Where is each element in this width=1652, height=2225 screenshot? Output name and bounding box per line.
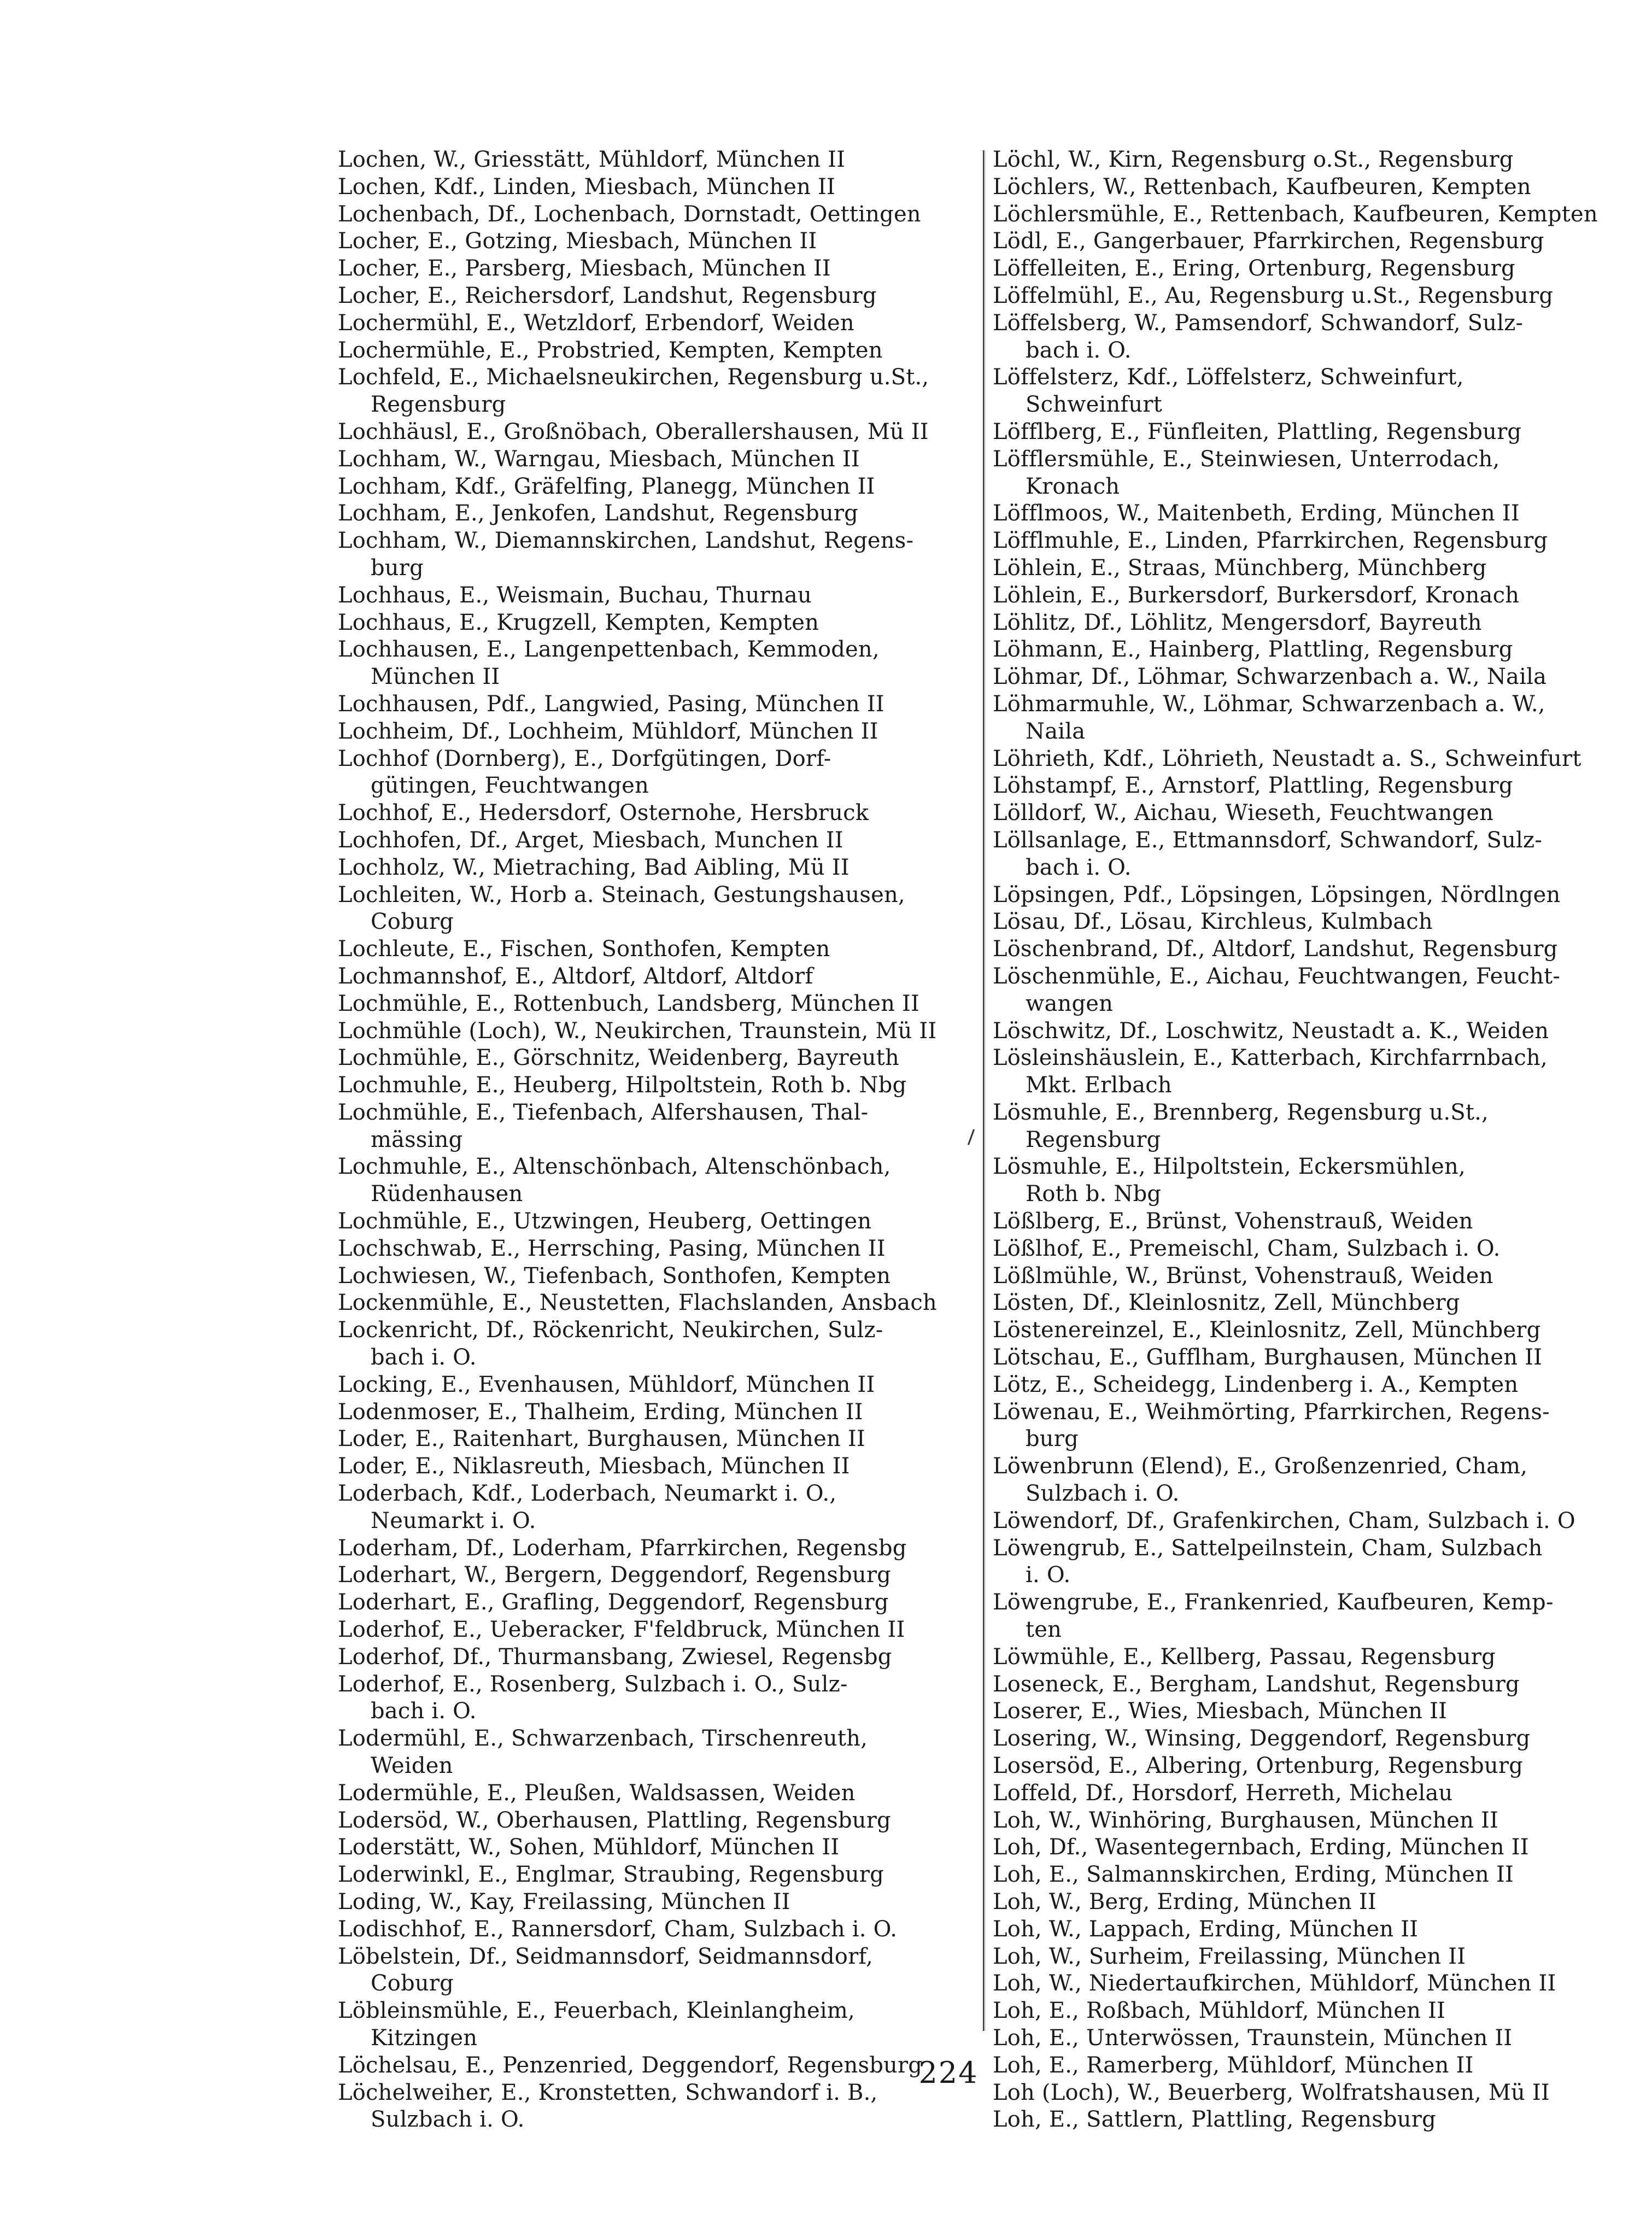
gazetteer-entry xyxy=(993,1372,1638,1399)
gazetteer-entry xyxy=(338,473,972,501)
entry-line: Löllsanlage, E., Ettmannsdorf, Schwandorf, Sulz- xyxy=(993,827,1543,853)
gazetteer-entry xyxy=(338,255,972,283)
entry-line: Löhstampf, E., Arnstorf, Plattling, Regensburg xyxy=(993,773,1513,799)
entry-line: Löchlers, W., Rettenbach, Kaufbeuren, Kempten xyxy=(993,174,1531,200)
entry-line: Lösau, Df., Lösau, Kirchleus, Kulmbach xyxy=(993,909,1433,935)
gazetteer-entry xyxy=(338,1453,972,1480)
entry-continuation-line: burg xyxy=(1026,1426,1079,1452)
entry-line: Loh, E., Sattlern, Plattling, Regensburg xyxy=(993,2107,1436,2133)
entry-line: Loh, W., Lappach, Erding, München II xyxy=(993,1916,1419,1942)
entry-line: Locher, E., Parsberg, Miesbach, München II xyxy=(338,256,831,282)
gazetteer-entry xyxy=(993,500,1638,528)
gazetteer-entry xyxy=(993,1861,1638,1889)
gazetteer-entry xyxy=(993,2106,1638,2134)
gazetteer-entry xyxy=(338,1018,972,1045)
page-number: 224 xyxy=(918,2056,979,2090)
gazetteer-entry xyxy=(338,500,972,528)
entry-line: Löfflmuhle, E., Linden, Pfarrkirchen, Regensburg xyxy=(993,528,1548,554)
gazetteer-entry xyxy=(338,228,972,255)
entry-line: Lötz, E., Scheidegg, Lindenberg i. A., Kempten xyxy=(993,1372,1519,1397)
entry-line: Loh, E., Unterwössen, Traunstein, München II xyxy=(993,2025,1513,2051)
entry-continuation-line: Roth b. Nbg xyxy=(1026,1181,1162,1207)
entry-line: Löpsingen, Pdf., Löpsingen, Löpsingen, Nördlngen xyxy=(993,882,1561,907)
entry-line: Lodermühle, E., Pleußen, Waldsassen, Weiden xyxy=(338,1780,856,1806)
gazetteer-entry xyxy=(993,1943,1638,1971)
entry-line: Loh, E., Roßbach, Mühldorf, München II xyxy=(993,1998,1446,2024)
entry-line: Löchelweiher, E., Kronstetten, Schwandorf i. B., xyxy=(338,2080,878,2105)
entry-line: Lochmannshof, E., Altdorf, Altdorf, Altdorf xyxy=(338,963,813,989)
gazetteer-entry xyxy=(993,1535,1638,1590)
entry-continuation-line: Kronach xyxy=(1026,473,1120,499)
entry-line: Lösmuhle, E., Hilpoltstein, Eckersmühlen, xyxy=(993,1154,1466,1180)
gazetteer-entry xyxy=(338,1290,972,1317)
gazetteer-entry xyxy=(338,718,972,746)
gazetteer-entry xyxy=(338,1154,972,1208)
entry-continuation-line: wangen xyxy=(1026,991,1114,1016)
entry-line: Löschenmühle, E., Aichau, Feuchtwangen, Feucht- xyxy=(993,963,1561,989)
entry-line: Loderwinkl, E., Englmar, Straubing, Regensburg xyxy=(338,1862,884,1888)
entry-line: Lötschau, E., Gufflham, Burghausen, München II xyxy=(993,1345,1543,1371)
entry-line: Löfflberg, E., Fünfleiten, Plattling, Regensburg xyxy=(993,419,1522,444)
gazetteer-entry xyxy=(338,610,972,637)
entry-line: Löhmann, E., Hainberg, Plattling, Regensburg xyxy=(993,637,1513,663)
entry-line: Löchelsau, E., Penzenried, Deggendorf, Regensburg xyxy=(338,2052,923,2078)
gazetteer-entry xyxy=(993,1753,1638,1780)
entry-line: Lochmuhle, E., Heuberg, Hilpoltstein, Roth b. Nbg xyxy=(338,1073,907,1098)
gazetteer-entry xyxy=(338,1916,972,1943)
gazetteer-entry xyxy=(338,882,972,936)
entry-line: Lochhof (Dornberg), E., Dorfgütingen, Dorf- xyxy=(338,746,831,771)
gazetteer-entry xyxy=(993,1263,1638,1290)
entry-line: Loderhof, Df., Thurmansbang, Zwiesel, Regensbg xyxy=(338,1644,892,1670)
entry-continuation-line: Neumarkt i. O. xyxy=(371,1508,536,1533)
gazetteer-entry xyxy=(993,1045,1638,1099)
gazetteer-entry xyxy=(993,419,1638,446)
gazetteer-entry xyxy=(338,1426,972,1453)
entry-line: Lochschwab, E., Herrsching, Pasing, München II xyxy=(338,1236,886,1261)
entry-line: Lochhäusl, E., Großnöbach, Oberallershausen, Mü II xyxy=(338,419,929,444)
entry-line: Lochham, W., Diemannskirchen, Landshut, Regens- xyxy=(338,528,914,554)
entry-continuation-line: München II xyxy=(371,664,500,690)
entry-line: Lochermühl, E., Wetzldorf, Erbendorf, Weiden xyxy=(338,310,854,336)
gazetteer-entry xyxy=(993,201,1638,229)
entry-line: Lochleute, E., Fischen, Sonthofen, Kempten xyxy=(338,936,830,962)
gazetteer-entry xyxy=(338,746,972,800)
gazetteer-entry xyxy=(993,963,1638,1018)
gazetteer-entry xyxy=(338,936,972,963)
entry-line: Löwendorf, Df., Grafenkirchen, Cham, Sulzbach i. O xyxy=(993,1508,1575,1533)
entry-continuation-line: Weiden xyxy=(371,1753,453,1779)
entry-line: Löhlein, E., Straas, Münchberg, Münchberg xyxy=(993,555,1487,581)
entry-line: Löhmar, Df., Löhmar, Schwarzenbach a. W., Naila xyxy=(993,664,1547,690)
entry-line: Loder, E., Raitenhart, Burghausen, München II xyxy=(338,1426,865,1452)
gazetteer-entry xyxy=(338,1263,972,1290)
gazetteer-entry xyxy=(338,1998,972,2052)
entry-line: Loh, W., Surheim, Freilassing, München II xyxy=(993,1943,1466,1969)
gazetteer-entry xyxy=(993,255,1638,283)
entry-line: Loh, E., Ramerberg, Mühldorf, München II xyxy=(993,2052,1474,2078)
entry-continuation-line: bach i. O. xyxy=(371,1699,477,1724)
entry-continuation-line: bach i. O. xyxy=(1026,854,1132,880)
gazetteer-entry xyxy=(993,909,1638,936)
gazetteer-entry xyxy=(993,1208,1638,1236)
gazetteer-entry xyxy=(338,1372,972,1399)
gazetteer-entry xyxy=(338,1889,972,1916)
entry-continuation-line: ten xyxy=(1026,1617,1062,1643)
gazetteer-entry xyxy=(993,1970,1638,1998)
entry-line: Lockenricht, Df., Röckenricht, Neukirchen, Sulz- xyxy=(338,1318,883,1343)
entry-line: Lochenbach, Df., Lochenbach, Dornstadt, Oettingen xyxy=(338,201,921,227)
gazetteer-entry xyxy=(338,310,972,337)
entry-line: Lockenmühle, E., Neustetten, Flachslanden, Ansbach xyxy=(338,1290,937,1316)
entry-line: Löfflersmühle, E., Steinwiesen, Unterrodach, xyxy=(993,446,1500,472)
gazetteer-entry xyxy=(993,772,1638,800)
gazetteer-entry xyxy=(993,1154,1638,1208)
gazetteer-entry xyxy=(993,283,1638,310)
gazetteer-entry xyxy=(993,1916,1638,1943)
entry-line: Lodersöd, W., Oberhausen, Plattling, Regensburg xyxy=(338,1807,891,1833)
gazetteer-entry xyxy=(993,664,1638,691)
entry-continuation-line: Schweinfurt xyxy=(1026,392,1162,418)
gazetteer-entry xyxy=(338,174,972,201)
entry-line: Lochheim, Df., Lochheim, Mühldorf, München II xyxy=(338,718,878,744)
entry-continuation-line: Kitzingen xyxy=(371,2025,478,2051)
entry-line: Loderhart, E., Grafling, Deggendorf, Regensburg xyxy=(338,1590,889,1615)
entry-line: Lösmuhle, E., Brennberg, Regensburg u.St., xyxy=(993,1099,1489,1125)
entry-line: Löwenbrunn (Elend), E., Großenzenried, Cham, xyxy=(993,1454,1528,1479)
entry-line: Lößlberg, E., Brünst, Vohenstrauß, Weiden xyxy=(993,1209,1473,1234)
gazetteer-entry xyxy=(338,1208,972,1236)
entry-line: Lölldorf, W., Aichau, Wieseth, Feuchtwangen xyxy=(993,800,1494,826)
entry-line: Lochham, E., Jenkofen, Landshut, Regensburg xyxy=(338,501,858,526)
entry-line: Lochmühle (Loch), W., Neukirchen, Traunstein, Mü II xyxy=(338,1018,937,1044)
gazetteer-entry xyxy=(993,636,1638,664)
entry-line: Lochmühle, E., Rottenbuch, Landsberg, München II xyxy=(338,991,919,1016)
gazetteer-entry xyxy=(338,1236,972,1263)
gazetteer-entry xyxy=(993,174,1638,201)
entry-line: Lößlmühle, W., Brünst, Vohenstrauß, Weiden xyxy=(993,1263,1493,1289)
entry-line: Loderbach, Kdf., Loderbach, Neumarkt i. O., xyxy=(338,1481,837,1507)
entry-line: Lochhofen, Df., Arget, Miesbach, Munchen II xyxy=(338,827,843,853)
gazetteer-entry xyxy=(338,1562,972,1589)
entry-line: Lochmühle, E., Görschnitz, Weidenberg, Bayreuth xyxy=(338,1045,899,1071)
entry-line: Loderhart, W., Bergern, Deggendorf, Regensburg xyxy=(338,1562,891,1588)
entry-line: Lochhausen, Pdf., Langwied, Pasing, München II xyxy=(338,691,884,717)
entry-continuation-line: i. O. xyxy=(1026,1562,1071,1588)
entry-line: Lodischhof, E., Rannersdorf, Cham, Sulzbach i. O. xyxy=(338,1916,898,1942)
entry-line: Lochham, W., Warngau, Miesbach, München II xyxy=(338,446,860,472)
entry-line: Löfflmoos, W., Maitenbeth, Erding, München II xyxy=(993,501,1520,526)
gazetteer-entry xyxy=(338,1399,972,1426)
gazetteer-entry xyxy=(338,528,972,582)
entry-line: Lochfeld, E., Michaelsneukirchen, Regensburg u.St., xyxy=(338,365,929,390)
gazetteer-entry xyxy=(993,610,1638,637)
entry-line: Lodenmoser, E., Thalheim, Erding, München II xyxy=(338,1399,863,1425)
gazetteer-entry xyxy=(338,800,972,827)
gazetteer-entry xyxy=(338,582,972,610)
entry-line: Lochham, Kdf., Gräfelfing, Planegg, München II xyxy=(338,473,875,499)
gazetteer-entry xyxy=(338,1834,972,1861)
entry-line: Locher, E., Reichersdorf, Landshut, Regensburg xyxy=(338,283,877,308)
entry-line: Lodermühl, E., Schwarzenbach, Tirschenreuth, xyxy=(338,1726,868,1752)
entry-continuation-line: Mkt. Erlbach xyxy=(1026,1073,1172,1098)
entry-line: Lößlhof, E., Premeischl, Cham, Sulzbach i. O. xyxy=(993,1236,1501,1261)
gazetteer-entry xyxy=(993,1399,1638,1454)
gazetteer-entry xyxy=(993,882,1638,909)
entry-line: Löbelstein, Df., Seidmannsdorf, Seidmannsdorf, xyxy=(338,1943,873,1969)
entry-continuation-line: Regensburg xyxy=(1026,1127,1161,1152)
gazetteer-entry xyxy=(338,691,972,718)
entry-line: Löhlein, E., Burkersdorf, Burkersdorf, Kronach xyxy=(993,582,1520,608)
entry-line: Löstenereinzel, E., Kleinlosnitz, Zell, Münchberg xyxy=(993,1318,1541,1343)
entry-line: Loderhof, E., Ueberacker, F'feldbruck, München II xyxy=(338,1617,905,1643)
gazetteer-entry xyxy=(338,1807,972,1835)
entry-line: Lochermühle, E., Probstried, Kempten, Kempten xyxy=(338,337,883,363)
entry-line: Loderham, Df., Loderham, Pfarrkirchen, Regensbg xyxy=(338,1535,907,1561)
entry-line: Lösten, Df., Kleinlosnitz, Zell, Münchberg xyxy=(993,1290,1460,1316)
gazetteer-entry xyxy=(993,827,1638,882)
entry-line: Löwmühle, E., Kellberg, Passau, Regensburg xyxy=(993,1644,1496,1670)
gazetteer-entry xyxy=(338,827,972,854)
gazetteer-entry xyxy=(338,1589,972,1617)
gazetteer-entry xyxy=(338,854,972,882)
entry-line: Löffelleiten, E., Ering, Ortenburg, Regensburg xyxy=(993,256,1515,282)
gazetteer-entry xyxy=(993,1099,1638,1154)
entry-continuation-line: Regensburg xyxy=(371,392,506,418)
entry-line: Lochmühle, E., Tiefenbach, Alfershausen, Thal- xyxy=(338,1099,869,1125)
gazetteer-entry xyxy=(993,1671,1638,1699)
gazetteer-entry xyxy=(993,1508,1638,1535)
gazetteer-entry xyxy=(338,1644,972,1671)
entry-line: Loh, W., Niedertaufkirchen, Mühldorf, München II xyxy=(993,1971,1556,1996)
entry-line: Lochhaus, E., Weismain, Buchau, Thurnau xyxy=(338,582,812,608)
gazetteer-entry xyxy=(993,364,1638,419)
gazetteer-entry xyxy=(993,1807,1638,1835)
gazetteer-entry xyxy=(993,1236,1638,1263)
entry-continuation-line: Naila xyxy=(1026,718,1086,744)
entry-line: Lochholz, W., Mietraching, Bad Aibling, Mü II xyxy=(338,854,850,880)
entry-continuation-line: Rüdenhausen xyxy=(371,1181,523,1207)
entry-line: Löhmarmuhle, W., Löhmar, Schwarzenbach a. W., xyxy=(993,691,1545,717)
gazetteer-entry xyxy=(993,1644,1638,1671)
entry-line: Löchlersmühle, E., Rettenbach, Kaufbeuren, Kempten xyxy=(993,201,1598,227)
right-column xyxy=(993,147,1638,2134)
entry-line: Loh, E., Salmannskirchen, Erding, München II xyxy=(993,1862,1514,1888)
gazetteer-entry xyxy=(993,800,1638,827)
gazetteer-entry xyxy=(338,636,972,691)
entry-line: Lösleinshäuslein, E., Katterbach, Kirchfarrnbach, xyxy=(993,1045,1548,1071)
gazetteer-entry xyxy=(338,283,972,310)
gazetteer-entry xyxy=(993,1317,1638,1344)
gazetteer-entry xyxy=(338,1480,972,1535)
gazetteer-entry xyxy=(993,1018,1638,1045)
gazetteer-entry xyxy=(993,1889,1638,1916)
entry-line: Loffeld, Df., Horsdorf, Herreth, Michelau xyxy=(993,1780,1453,1806)
entry-line: Löbleinsmühle, E., Feuerbach, Kleinlangheim, xyxy=(338,1998,855,2024)
entry-line: Löwengrube, E., Frankenried, Kaufbeuren, Kemp- xyxy=(993,1590,1554,1615)
gazetteer-entry xyxy=(338,1099,972,1154)
gazetteer-entry xyxy=(993,2025,1638,2052)
entry-line: Löschwitz, Df., Loschwitz, Neustadt a. K., Weiden xyxy=(993,1018,1549,1044)
entry-continuation-line: Coburg xyxy=(371,1971,454,1996)
entry-line: Loserer, E., Wies, Miesbach, München II xyxy=(993,1699,1448,1724)
entry-line: Löffelmühl, E., Au, Regensburg u.St., Regensburg xyxy=(993,283,1554,308)
entry-line: Löffelsberg, W., Pamsendorf, Schwandorf, Sulz- xyxy=(993,310,1524,336)
column-divider xyxy=(983,150,985,2031)
gazetteer-entry xyxy=(338,1045,972,1072)
gazetteer-entry xyxy=(338,1535,972,1562)
entry-line: Lochmuhle, E., Altenschönbach, Altenschönbach, xyxy=(338,1154,891,1180)
entry-line: Löchl, W., Kirn, Regensburg o.St., Regensburg xyxy=(993,147,1514,172)
entry-line: Loh, Df., Wasentegernbach, Erding, München II xyxy=(993,1835,1529,1860)
gazetteer-entry xyxy=(993,555,1638,582)
gazetteer-entry xyxy=(993,936,1638,963)
entry-line: Losersöd, E., Albering, Ortenburg, Regensburg xyxy=(993,1753,1524,1779)
entry-continuation-line: bach i. O. xyxy=(1026,337,1132,363)
entry-line: Löhrieth, Kdf., Löhrieth, Neustadt a. S., Schweinfurt xyxy=(993,746,1581,771)
gazetteer-entry xyxy=(993,691,1638,746)
entry-line: Löschenbrand, Df., Altdorf, Landshut, Regensburg xyxy=(993,936,1558,962)
entry-line: Lochen, W., Griesstätt, Mühldorf, München II xyxy=(338,147,846,172)
gazetteer-entry xyxy=(993,1998,1638,2025)
gazetteer-entry xyxy=(338,1617,972,1644)
entry-line: Löhlitz, Df., Löhlitz, Mengersdorf, Bayreuth xyxy=(993,610,1482,635)
entry-line: Löwenau, E., Weihmörting, Pfarrkirchen, Regens- xyxy=(993,1399,1550,1425)
entry-line: Lochen, Kdf., Linden, Miesbach, München II xyxy=(338,174,836,200)
entry-continuation-line: bach i. O. xyxy=(371,1345,477,1371)
entry-line: Locher, E., Gotzing, Miesbach, München II xyxy=(338,229,817,254)
gazetteer-entry xyxy=(993,1725,1638,1753)
entry-line: Lochmühle, E., Utzwingen, Heuberg, Oettingen xyxy=(338,1209,872,1234)
gazetteer-entry xyxy=(338,201,972,229)
gazetteer-entry xyxy=(993,446,1638,501)
entry-continuation-line: gütingen, Feuchtwangen xyxy=(371,773,649,799)
gazetteer-entry xyxy=(338,337,972,365)
gazetteer-entry xyxy=(993,1589,1638,1644)
left-column xyxy=(338,147,972,2134)
entry-continuation-line: Sulzbach i. O. xyxy=(371,2107,525,2133)
gazetteer-entry xyxy=(993,528,1638,555)
gazetteer-entry xyxy=(338,364,972,419)
gazetteer-entry xyxy=(338,1861,972,1889)
gazetteer-entry xyxy=(338,963,972,991)
entry-line: Loderhof, E., Rosenberg, Sulzbach i. O., Sulz- xyxy=(338,1671,848,1697)
entry-line: Loder, E., Niklasreuth, Miesbach, München II xyxy=(338,1454,850,1479)
entry-line: Losering, W., Winsing, Deggendorf, Regensburg xyxy=(993,1726,1531,1752)
entry-line: Löwengrub, E., Sattelpeilnstein, Cham, Sulzbach xyxy=(993,1535,1543,1561)
entry-line: Loseneck, E., Bergham, Landshut, Regensburg xyxy=(993,1671,1520,1697)
entry-line: Loderstätt, W., Sohen, Mühldorf, München II xyxy=(338,1835,840,1860)
entry-continuation-line: Coburg xyxy=(371,909,454,935)
entry-line: Lochleiten, W., Horb a. Steinach, Gestungshausen, xyxy=(338,882,905,907)
gazetteer-entry xyxy=(993,1453,1638,1508)
entry-line: Loh, W., Winhöring, Burghausen, München II xyxy=(993,1807,1499,1833)
gazetteer-entry xyxy=(338,991,972,1018)
gazetteer-entry xyxy=(338,419,972,446)
entry-line: Loh, W., Berg, Erding, München II xyxy=(993,1889,1376,1914)
entry-line: Lödl, E., Gangerbauer, Pfarrkirchen, Regensburg xyxy=(993,229,1544,254)
entry-line: Löffelsterz, Kdf., Löffelsterz, Schweinfurt, xyxy=(993,365,1464,390)
entry-continuation-line: burg xyxy=(371,555,424,581)
entry-continuation-line: Sulzbach i. O. xyxy=(1026,1481,1180,1507)
entry-line: Lochhaus, E., Krugzell, Kempten, Kempten xyxy=(338,610,819,635)
entry-line: Loding, W., Kay, Freilassing, München II xyxy=(338,1889,790,1914)
gazetteer-entry xyxy=(338,1780,972,1807)
gazetteer-entry xyxy=(338,1725,972,1780)
gazetteer-entry xyxy=(993,147,1638,174)
entry-line: Locking, E., Evenhausen, Mühldorf, München II xyxy=(338,1372,875,1397)
gazetteer-entry xyxy=(338,446,972,473)
gazetteer-entry xyxy=(993,1698,1638,1725)
gazetteer-entry xyxy=(993,1834,1638,1861)
gazetteer-entry xyxy=(993,228,1638,255)
gazetteer-entry xyxy=(338,1072,972,1099)
gazetteer-entry xyxy=(338,1317,972,1372)
gazetteer-entry xyxy=(338,1671,972,1726)
entry-line: Lochhof, E., Hedersdorf, Osternohe, Hersbruck xyxy=(338,800,869,826)
gazetteer-entry xyxy=(338,147,972,174)
entry-line: Loh (Loch), W., Beuerberg, Wolfratshausen, Mü II xyxy=(993,2080,1550,2105)
entry-continuation-line: mässing xyxy=(371,1127,463,1152)
gazetteer-entry xyxy=(993,310,1638,365)
entry-line: Lochhausen, E., Langenpettenbach, Kemmoden, xyxy=(338,637,880,663)
gazetteer-entry xyxy=(993,582,1638,610)
gazetteer-entry xyxy=(338,1943,972,1998)
gazetteer-entry xyxy=(993,746,1638,773)
gazetteer-entry xyxy=(993,1780,1638,1807)
gazetteer-entry xyxy=(993,1344,1638,1372)
entry-line: Lochwiesen, W., Tiefenbach, Sonthofen, Kempten xyxy=(338,1263,891,1289)
gazetteer-entry xyxy=(993,1290,1638,1317)
